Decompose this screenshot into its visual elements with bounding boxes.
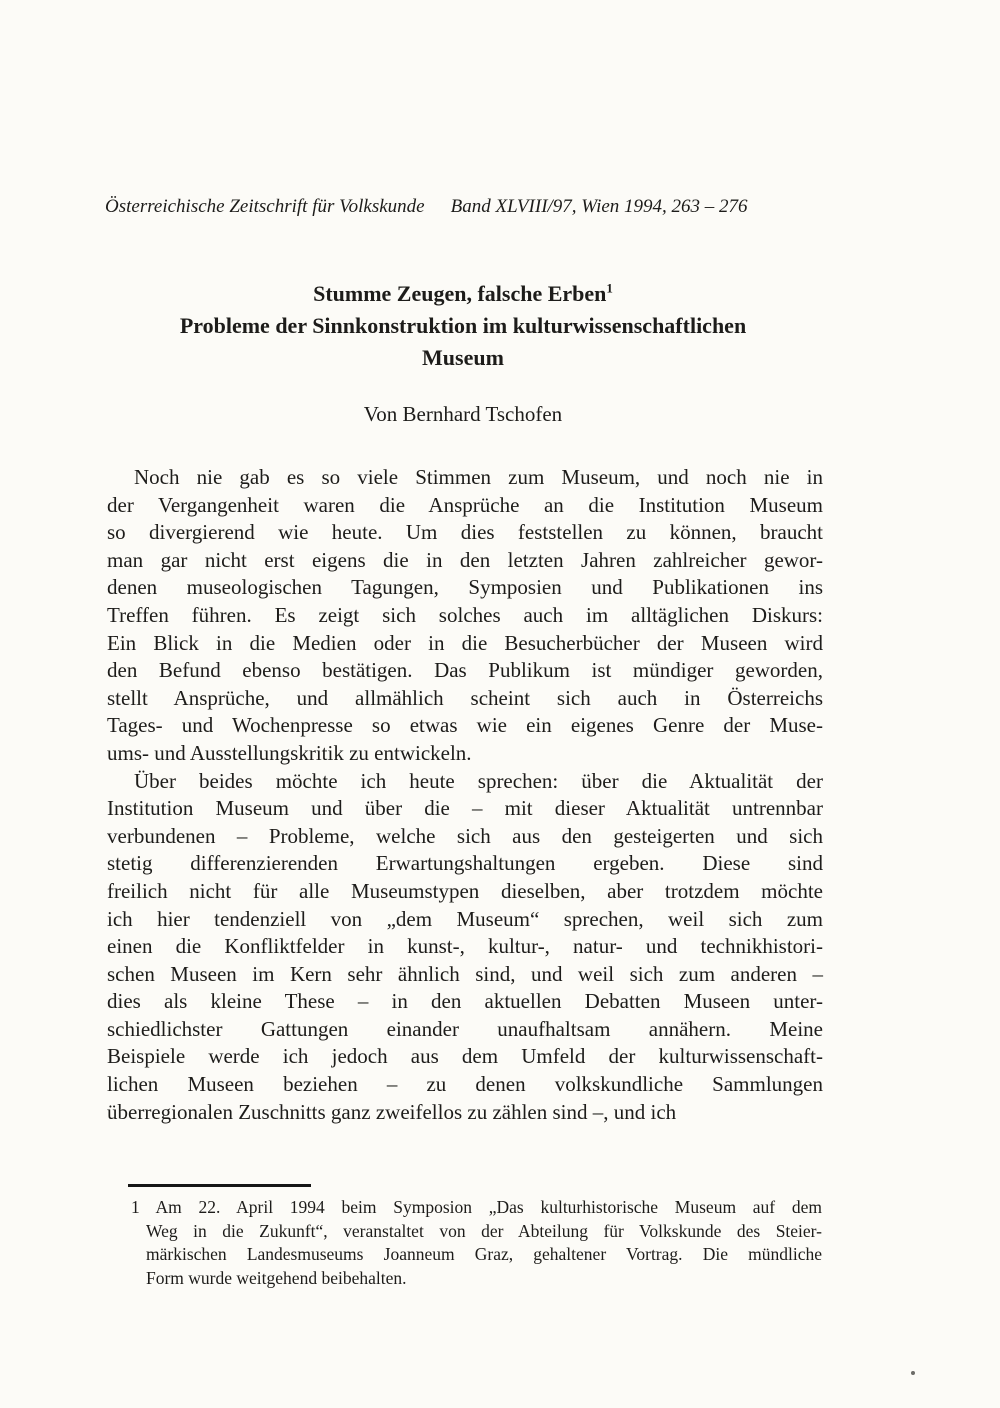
text-line: überregionalen Zuschnitts ganz zweifellos zu zählen sind –, und ich — [107, 1099, 677, 1124]
text-line: Über beides möchte ich heute sprechen: über die Aktualität der — [134, 768, 823, 793]
text-line: verbundenen – Probleme, welche sich aus den gesteigerten und sich — [107, 823, 823, 848]
article-title-line-1 — [105, 278, 821, 310]
scan-artifact-dot — [911, 1371, 915, 1375]
text-line: Form wurde weitgehend beibehalten. — [146, 1267, 407, 1288]
article-body — [107, 464, 823, 1126]
footnote — [131, 1196, 822, 1290]
journal-name: Österreichische Zeitschrift für Volkskunde — [105, 196, 425, 217]
journal-header — [105, 196, 821, 218]
text-line: Weg in die Zukunft“, veranstaltet von der Abteilung für Volkskunde des Steier- — [146, 1220, 822, 1241]
text-line: ums- und Ausstellungskritik zu entwickeln. — [107, 740, 472, 765]
text-line: dies als kleine These – in den aktuellen Debatten Museen unter- — [107, 989, 823, 1014]
text-line: Beispiele werde ich jedoch aus dem Umfeld der kulturwissenschaft- — [107, 1044, 823, 1069]
text-line: freilich nicht für alle Museumstypen dieselben, aber trotzdem möchte — [107, 878, 823, 903]
text-line: stetig differenzierenden Erwartungshaltungen ergeben. Diese sind — [107, 851, 823, 876]
text-line: Noch nie gab es so viele Stimmen zum Museum, und noch nie in — [134, 465, 823, 489]
article-subtitle-line-2: Museum — [422, 345, 504, 370]
paragraph-2 — [107, 768, 823, 1127]
text-line: einen die Konfliktfelder in kunst-, kultur-, natur- und technikhistori- — [107, 934, 823, 959]
text-line: den Befund ebenso bestätigen. Das Publikum ist mündiger geworden, — [107, 658, 823, 683]
text-line: denen museologischen Tagungen, Symposien und Publikationen ins — [107, 575, 823, 600]
text-line: man gar nicht erst eigens die in den letzten Jahren zahlreicher gewor- — [107, 547, 823, 572]
text-line: schen Museen im Kern sehr ähnlich sind, und weil sich zum anderen – — [107, 961, 823, 986]
paragraph-1 — [107, 464, 823, 768]
article-title-block — [105, 278, 821, 374]
text-line: lichen Museen beziehen – zu denen volkskundliche Sammlungen — [107, 1072, 823, 1097]
footnote-separator-rule — [128, 1184, 311, 1187]
text-line: Tages- und Wochenpresse so etwas wie ein eigenes Genre der Muse- — [107, 713, 823, 738]
text-line: märkischen Landesmuseums Joanneum Graz, gehaltener Vortrag. Die mündliche — [146, 1244, 822, 1265]
journal-issue-info: Band XLVIII/97, Wien 1994, 263 – 276 — [450, 196, 748, 217]
article-title-text: Stumme Zeugen, falsche Erben — [313, 281, 607, 306]
text-line: Institution Museum und über die – mit dieser Aktualität untrennbar — [107, 796, 823, 821]
text-line: schiedlichster Gattungen einander unaufhaltsam annähern. Meine — [107, 1016, 823, 1041]
text-line: so divergierend wie heute. Um dies feststellen zu können, braucht — [107, 520, 823, 545]
article-subtitle-line-1: Probleme der Sinnkonstruktion im kulturwissenschaftlichen — [179, 313, 747, 338]
author-byline: Von Bernhard Tschofen — [363, 402, 563, 426]
text-line: Treffen führen. Es zeigt sich solches auch im alltäglichen Diskurs: — [107, 602, 823, 627]
text-line: 1 Am 22. April 1994 beim Symposion „Das kulturhistorische Museum auf dem — [131, 1197, 822, 1217]
text-line: ich hier tendenziell von „dem Museum“ sprechen, weil sich zum — [107, 906, 823, 931]
footnote-ref-superscript: 1 — [606, 280, 613, 296]
text-line: stellt Ansprüche, und allmählich scheint sich auch in Österreichs — [107, 685, 823, 710]
text-line: der Vergangenheit waren die Ansprüche an die Institution Museum — [107, 492, 823, 517]
text-line: Ein Blick in die Medien oder in die Besucherbücher der Museen wird — [107, 630, 823, 655]
